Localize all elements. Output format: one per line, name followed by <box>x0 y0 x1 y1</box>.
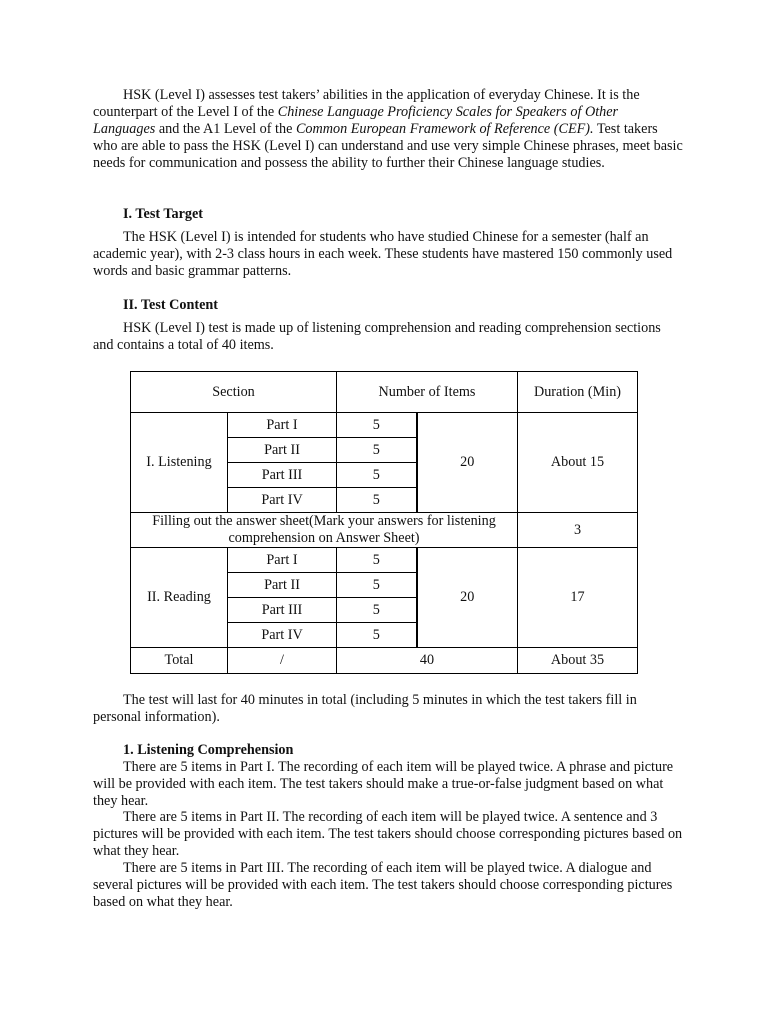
listening-label: I. Listening <box>131 413 228 513</box>
part-3-paragraph: There are 5 items in Part III. The recording of each item will be played twice. A dialogue and several pictures will be provided with each item. The test takers should choose corresponding pictures based on what they hear. <box>93 860 673 910</box>
intro-italic-1: Chinese Language Proficiency Scales for Speakers of Other Languages <box>93 104 619 137</box>
listening-part: Part III <box>228 463 337 488</box>
table-row <box>131 413 638 438</box>
total-duration: About 35 <box>518 648 638 674</box>
listening-items: 5 <box>337 438 417 463</box>
total-label: Total <box>131 648 228 674</box>
intro-text-2: and the A1 Level of the <box>155 121 296 137</box>
total-slash: / <box>228 648 337 674</box>
reading-part: Part II <box>228 573 337 598</box>
listening-part: Part II <box>228 438 337 463</box>
table-row <box>131 513 638 548</box>
reading-duration: 17 <box>518 548 638 648</box>
listening-part: Part I <box>228 413 337 438</box>
total-items: 40 <box>337 648 518 674</box>
listening-items: 5 <box>337 413 417 438</box>
header-section: Section <box>131 372 337 413</box>
part-2-paragraph: There are 5 items in Part II. The recording of each item will be played twice. A sentence and 3 pictures will be provided with each item. The test takers should choose corresponding pictures based on what they hear. <box>93 809 683 859</box>
listening-items: 5 <box>337 488 417 513</box>
test-duration-paragraph: The test will last for 40 minutes in total (including 5 minutes in which the test takers fill in personal information). <box>93 692 637 725</box>
listening-comprehension-heading: 1. Listening Comprehension <box>123 742 294 758</box>
part-1-paragraph: There are 5 items in Part I. The recording of each item will be played twice. A phrase and picture will be provided with each item. The test takers should make a true-or-false judgment based on what they hear. <box>93 759 674 809</box>
reading-part: Part I <box>228 548 337 573</box>
intro-text-1: HSK (Level I) assesses test takers’ abilities in the application of everyday Chinese. It is the counterpart of the Level I of the <box>93 87 640 120</box>
table-total-row <box>131 648 638 674</box>
reading-part: Part IV <box>228 623 337 648</box>
header-number-of-items: Number of Items <box>337 372 518 413</box>
intro-paragraph <box>93 87 683 172</box>
fill-answer-sheet-duration: 3 <box>518 513 638 548</box>
test-target-heading: I. Test Target <box>123 206 204 222</box>
header-duration: Duration (Min) <box>518 372 638 413</box>
test-structure-table <box>130 371 638 674</box>
listening-duration: About 15 <box>518 413 638 513</box>
reading-label: II. Reading <box>131 548 228 648</box>
table-header-row <box>131 372 638 413</box>
test-content-paragraph: HSK (Level I) test is made up of listening comprehension and reading comprehension sections and contains a total of 40 items. <box>93 320 661 353</box>
intro-italic-2: Common European Framework of Reference (CEF). <box>295 121 594 137</box>
table-row <box>131 548 638 573</box>
listening-total: 20 <box>417 413 518 513</box>
reading-items: 5 <box>337 548 417 573</box>
reading-items: 5 <box>337 623 417 648</box>
listening-part: Part IV <box>228 488 337 513</box>
reading-total: 20 <box>417 548 518 648</box>
fill-answer-sheet-label: Filling out the answer sheet(Mark your answers for listening comprehension on Answer Sheet) <box>131 513 518 548</box>
test-content-heading: II. Test Content <box>123 297 218 313</box>
reading-part: Part III <box>228 598 337 623</box>
reading-items: 5 <box>337 573 417 598</box>
listening-items: 5 <box>337 463 417 488</box>
test-target-paragraph: The HSK (Level I) is intended for students who have studied Chinese for a semester (half an academic year), with 2-3 class hours in each week. These students have mastered 150 commonly used words and basic grammar patterns. <box>93 229 673 279</box>
reading-items: 5 <box>337 598 417 623</box>
intro-text-3: Test takers who are able to pass the HSK (Level I) can understand and use very simple Chinese phrases, meet basic needs for communication and possess the ability to further their Chinese language studies. <box>93 121 683 171</box>
